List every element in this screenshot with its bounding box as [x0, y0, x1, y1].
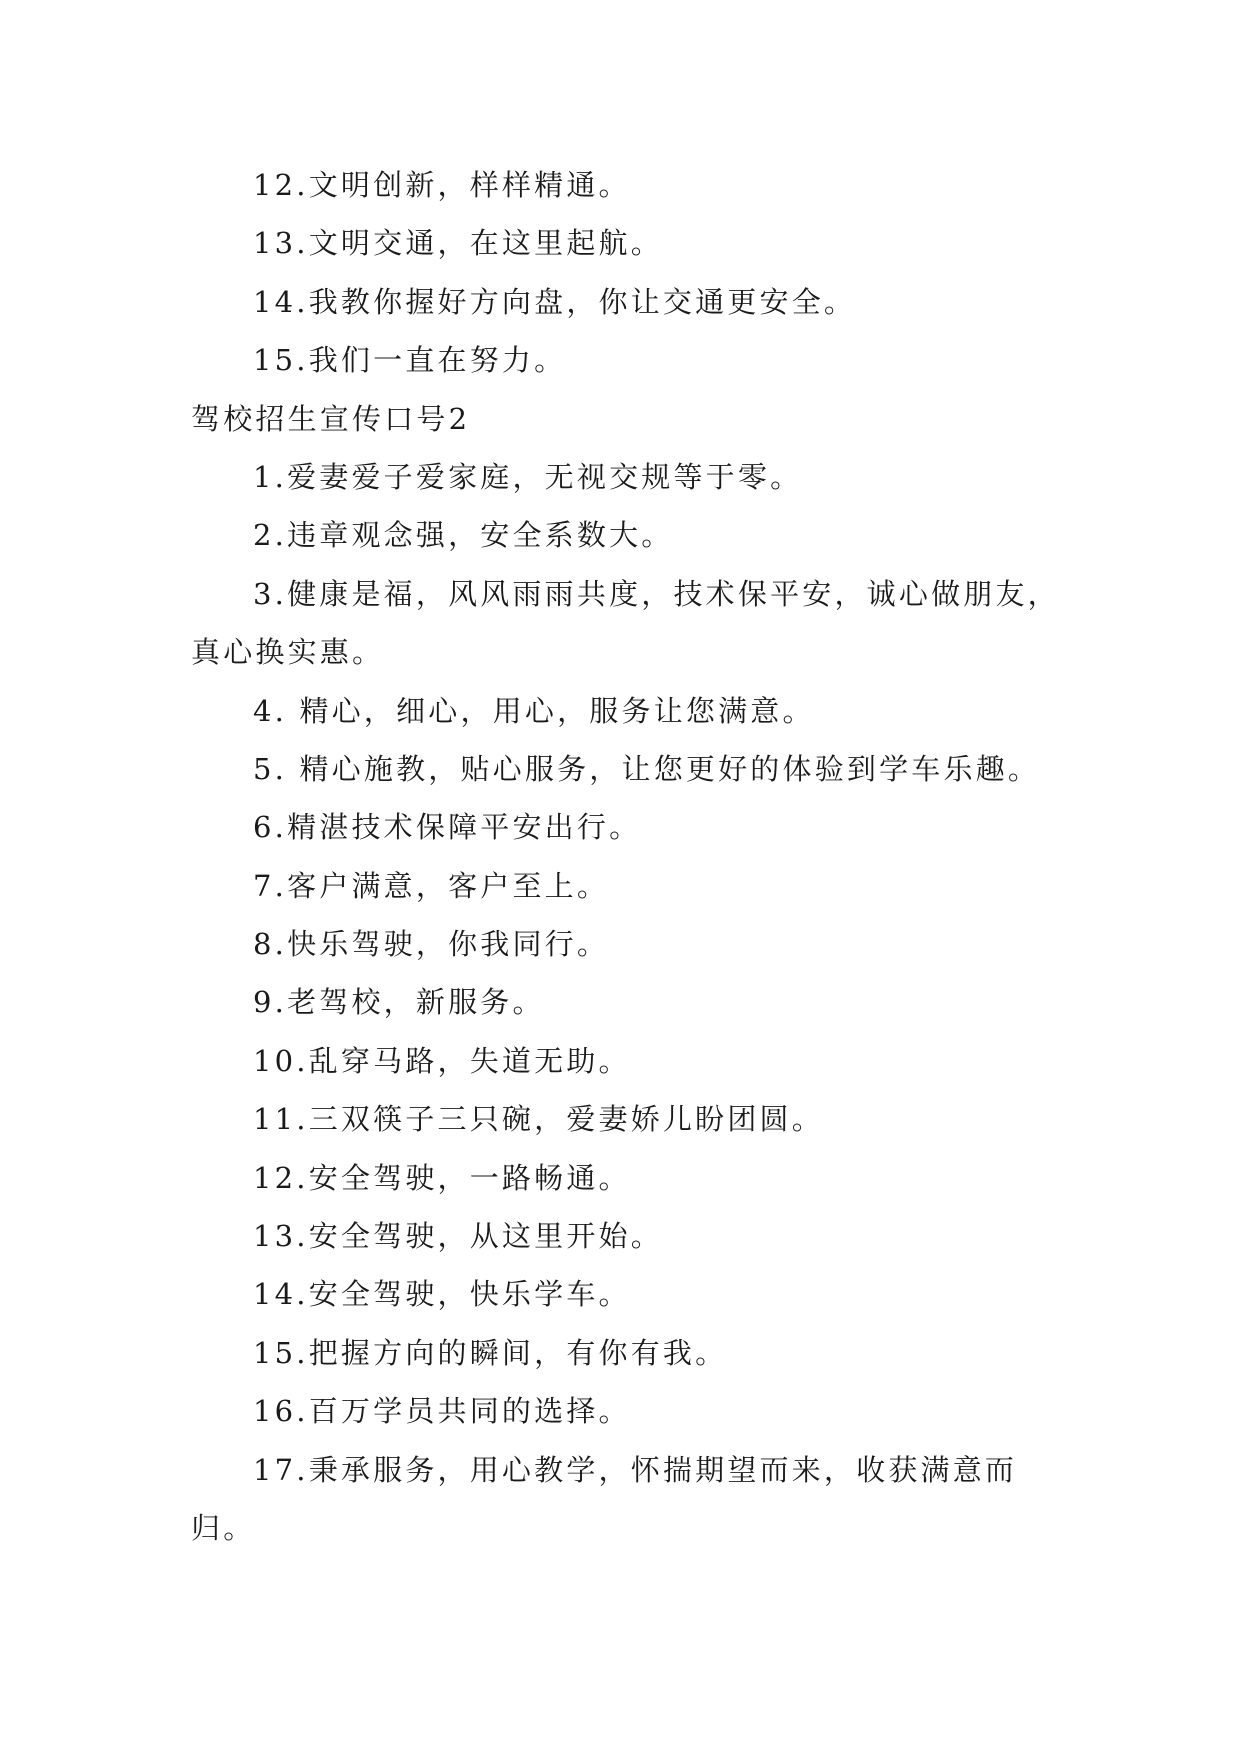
slogan-item: 13.安全驾驶，从这里开始。	[253, 1219, 663, 1254]
slogan-item: 1.爱妻爱子爱家庭，无视交规等于零。	[253, 459, 803, 494]
section-heading: 驾校招生宣传口号2	[191, 401, 471, 436]
slogan-item: 17.秉承服务，用心教学，怀揣期望而来，收获满意而	[253, 1452, 1018, 1487]
slogan-item: 16.百万学员共同的选择。	[253, 1394, 631, 1429]
slogan-item: 9.老驾校，新服务。	[253, 985, 545, 1020]
slogan-item: 2.违章观念强，安全系数大。	[253, 518, 674, 553]
slogan-item: 14.我教你握好方向盘，你让交通更安全。	[253, 284, 857, 319]
slogan-item: 12.文明创新，样样精通。	[253, 168, 631, 202]
slogan-item: 4. 精心，细心，用心，服务让您满意。	[253, 693, 815, 728]
slogan-item: 3.健康是福，风风雨雨共度，技术保平安，诚心做朋友，	[253, 576, 1060, 611]
slogan-item-continuation: 归。	[191, 1510, 256, 1545]
slogan-item: 8.快乐驾驶，你我同行。	[253, 927, 610, 962]
slogan-item: 15.我们一直在努力。	[253, 343, 567, 378]
slogan-item: 12.安全驾驶，一路畅通。	[253, 1160, 631, 1195]
slogan-item: 5. 精心施教，贴心服务，让您更好的体验到学车乐趣。	[253, 751, 1041, 786]
slogan-item: 14.安全驾驶，快乐学车。	[253, 1277, 631, 1312]
document-body	[191, 156, 1071, 1557]
slogan-item: 7.客户满意，客户至上。	[253, 868, 610, 903]
slogan-item: 15.把握方向的瞬间，有你有我。	[253, 1335, 728, 1370]
slogan-item: 6.精湛技术保障平安出行。	[253, 810, 642, 845]
slogan-item: 13.文明交通，在这里起航。	[253, 226, 663, 261]
slogan-item-continuation: 真心换实惠。	[191, 635, 385, 670]
slogan-item: 11.三双筷子三只碗，爱妻娇儿盼团圆。	[253, 1102, 824, 1137]
slogan-item: 10.乱穿马路，失道无助。	[253, 1043, 631, 1078]
